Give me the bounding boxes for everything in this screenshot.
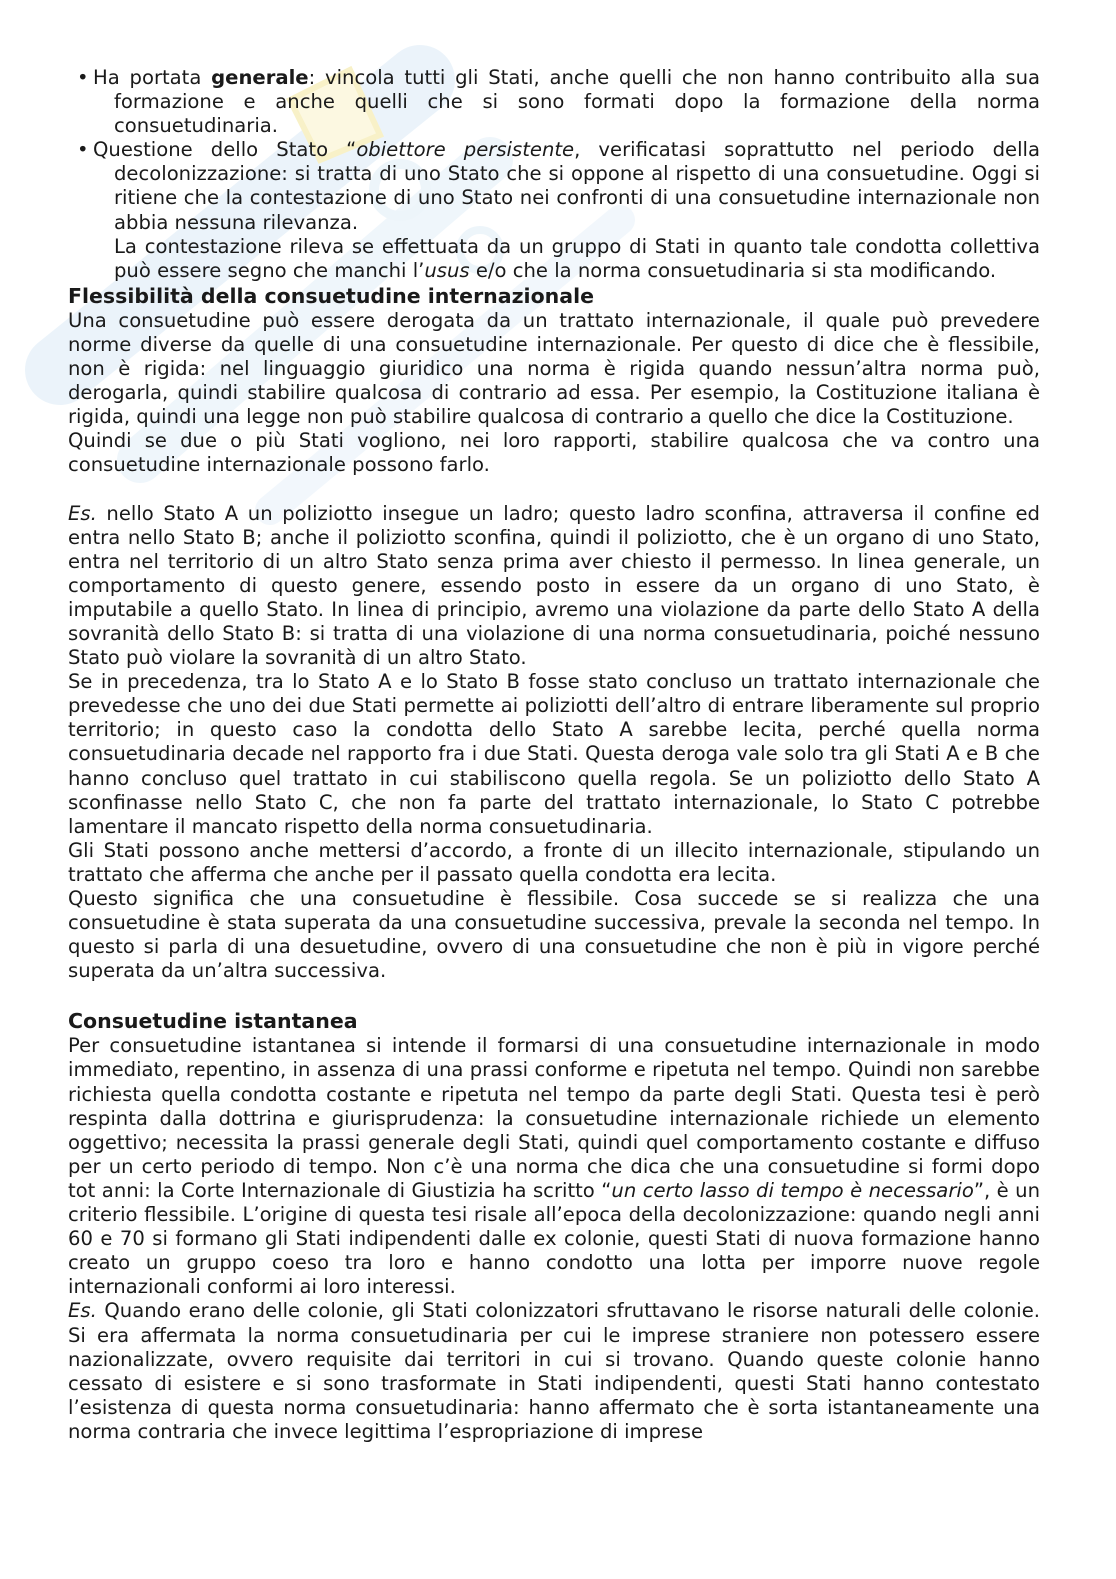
spacer [68, 478, 1040, 502]
bullet-text: : vincola tutti gli Stati, anche quelli che non hanno contribuito alla sua formazione e anche quelli che si sono formati dopo la formazione della norma consuetudinaria. [114, 66, 1040, 138]
italic-term: obiettore persistente [356, 138, 575, 162]
example-label: Es. [68, 501, 97, 525]
example-label: Es. [68, 1299, 97, 1323]
bullet-marker: • [77, 66, 89, 89]
bullet-text-start: Ha portata [93, 66, 212, 89]
paragraph: Gli Stati possono anche mettersi d’accordo, a fronte di un illecito internazionale, stipulando un trattato che afferma che anche per il passato quella condotta era lecita. [68, 838, 1040, 886]
paragraph-text-end: ”, è un criterio flessibile. L’origine di questa tesi risale all’epoca della decolonizzazione: quando negli anni 60 e 70 si formano gli Stati indipendenti dalle ex colonie, questi Stati di nuova formazione hanno creato un gruppo coeso tra loro e hanno condotto una lotta per imporre nuove regole internazionali conformi ai loro interessi. [68, 1178, 1041, 1299]
bullet-extra-text: La contestazione rileva se effettuata da un gruppo di Stati in quanto tale condotta collettiva può essere segno che manchi l’ [114, 234, 1040, 282]
example-text: Quando erano delle colonie, gli Stati colonizzatori sfruttavano le risorse naturali delle colonie. Si era affermata la norma consuetudinaria per cui le imprese straniere non potessero essere nazionalizzate, ovvero requisite dai territori in cui si trovano. Quando queste colonie hanno cessato di esistere e si sono trasformate in Stati indipendenti, questi Stati hanno contestato l’esistenza di questa norma consuetudinaria: hanno affermato che è sorta istantaneamente una norma contraria che invece legittima l’espropriazione di imprese [68, 1299, 1040, 1443]
example-paragraph [68, 502, 1040, 671]
italic-term: usus [424, 258, 470, 282]
bold-term: generale [211, 66, 309, 89]
bullet-item [68, 138, 1040, 283]
example-paragraph [68, 1299, 1040, 1444]
paragraph [68, 1034, 1040, 1299]
bullet-item [68, 66, 1040, 138]
section-heading-flessibilita: Flessibilità della consuetudine internazionale [68, 283, 595, 308]
italic-quote: un certo lasso di tempo è necessario [611, 1178, 974, 1202]
paragraph: Una consuetudine può essere derogata da un trattato internazionale, il quale può prevedere norme diverse da quelle di una consuetudine internazionale. Per questo di dice che è flessibile, non è rigida: nel linguaggio giuridico una norma è rigida quando nessun’altra norma può, derogarla, quindi stabilire qualcosa di contrario ad essa. Per esempio, la Costituzione italiana è rigida, quindi una legge non può stabilire qualcosa di contrario a quello che dice la Costituzione. [68, 308, 1040, 429]
section-heading-istantanea: Consuetudine istantanea [68, 1009, 358, 1034]
paragraph-text: Per consuetudine istantanea si intende il formarsi di una consuetudine internazionale in modo immediato, repentino, in assenza di una prassi conforme e ripetuta nel tempo. Quindi non sarebbe richiesta quella condotta costante e ripetuta nel tempo da parte degli Stati. Questa tesi è però respinta dalla dottrina e giurisprudenza: la consuetudine internazionale richiede un elemento oggettivo; necessita la prassi generale degli Stati, quindi quel comportamento costante e diffuso per un certo periodo di tempo. Non c’è una norma che dica che una consuetudine si formi dopo tot anni: la Corte Internazionale di Giustizia ha scritto “ [68, 1034, 1040, 1202]
paragraph: Questo significa che una consuetudine è flessibile. Cosa succede se si realizza che una consuetudine è stata superata da una consuetudine successiva, prevale la seconda nel tempo. In questo si parla di una desuetudine, ovvero di una consuetudine che non è più in vigore perché superata da un’altra successiva. [68, 887, 1040, 983]
spacer [68, 983, 1040, 1008]
paragraph: Quindi se due o più Stati vogliono, nei loro rapporti, stabilire qualcosa che va contro una consuetudine internazionale possono farlo. [68, 429, 1040, 477]
paragraph: Se in precedenza, tra lo Stato A e lo Stato B fosse stato concluso un trattato internazionale che prevedesse che uno dei due Stati permette ai poliziotti dell’altro di entrare liberamente sul proprio territorio; in questo caso la condotta dello Stato A sarebbe lecita, perché quella norma consuetudinaria decade nel rapporto fra i due Stati. Questa deroga vale solo tra gli Stati A e B che hanno concluso quel trattato in cui stabiliscono quella regola. Se un poliziotto dello Stato A sconfinasse nello Stato C, che non fa parte del trattato internazionale, lo Stato C potrebbe lamentare il mancato rispetto della norma consuetudinaria. [68, 670, 1040, 838]
bullet-marker: • [77, 138, 89, 162]
bullet-text: , verificatasi soprattutto nel periodo della decolonizzazione: si tratta di uno Stato che si oppone al rispetto di una consuetudine. Oggi si ritiene che la contestazione di uno Stato nei confronti di una consuetudine internazionale non abbia nessuna rilevanza. [114, 138, 1040, 234]
bullet-text-start: Questione dello Stato “ [93, 138, 357, 162]
document-page [68, 66, 1040, 1444]
bullet-extra-text-end: e/o che la norma consuetudinaria si sta modificando. [469, 258, 997, 282]
example-text: nello Stato A un poliziotto insegue un ladro; questo ladro sconfina, attraversa il confine ed entra nello Stato B; anche il poliziotto sconfina, quindi il poliziotto, che è un organo di uno Stato, entra nel territorio di un altro Stato senza prima aver chiesto il permesso. In linea generale, un comportamento di questo genere, essendo posto in essere da un organo di uno Stato, è imputabile a quello Stato. In linea di principio, avremo una violazione da parte dello Stato A della sovranità dello Stato B: si tratta di una violazione di una norma consuetudinaria, poiché nessuno Stato può violare la sovranità di un altro Stato. [68, 501, 1040, 670]
